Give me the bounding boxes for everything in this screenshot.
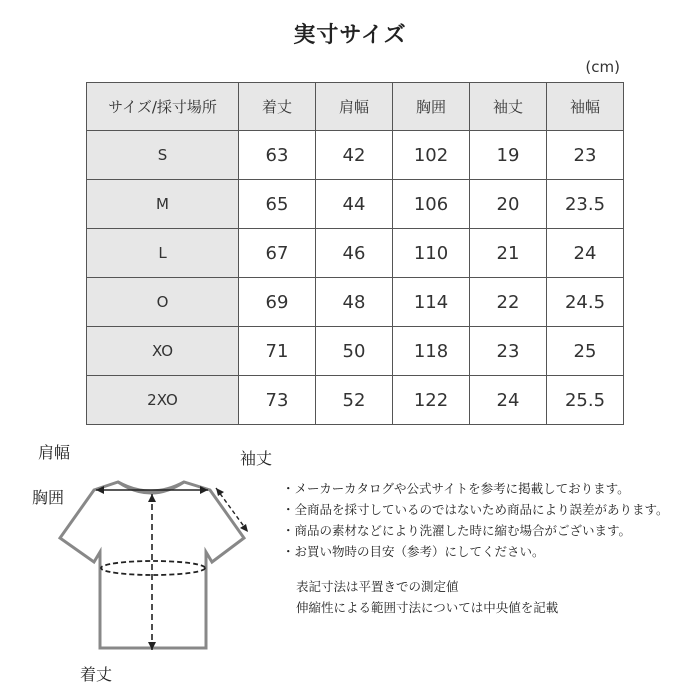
tshirt-diagram	[30, 440, 280, 660]
table-cell: 23.5	[547, 180, 624, 229]
table-cell: 25.5	[547, 376, 624, 425]
table-row	[87, 180, 624, 229]
table-cell: 48	[316, 278, 393, 327]
length-label: 着丈	[80, 665, 113, 684]
notes-block	[282, 478, 669, 562]
table-cell: 25	[547, 327, 624, 376]
table-cell: 63	[239, 131, 316, 180]
table-cell: 52	[316, 376, 393, 425]
table-row	[87, 327, 624, 376]
note-line: 表記寸法は平置きでの測定値	[296, 579, 459, 594]
table-cell: 67	[239, 229, 316, 278]
header-sleeve-width: 袖幅	[547, 83, 624, 131]
shoulder-label: 肩幅	[38, 443, 71, 462]
table-cell: 106	[393, 180, 470, 229]
note-line: ・商品の素材などにより洗濯した時に縮む場合がございます。	[282, 523, 632, 538]
table-cell: 24	[470, 376, 547, 425]
page-title: 実寸サイズ	[293, 23, 407, 48]
sleeve-arrow-head-bottom	[240, 524, 248, 532]
table-cell: 118	[393, 327, 470, 376]
table-cell: 50	[316, 327, 393, 376]
header-chest: 胸囲	[393, 83, 470, 131]
table-cell: 114	[393, 278, 470, 327]
table-cell: 19	[470, 131, 547, 180]
table-row	[87, 376, 624, 425]
note-line: ・全商品を採寸しているのではないため商品により誤差があります。	[282, 502, 669, 517]
size-label: 2XO	[87, 376, 239, 425]
note-line: 伸縮性による範囲寸法については中央値を記載	[296, 600, 559, 615]
sleeve-arrow-head-top	[216, 488, 224, 496]
size-label: M	[87, 180, 239, 229]
header-sleeve-length: 袖丈	[470, 83, 547, 131]
table-cell: 21	[470, 229, 547, 278]
table-cell: 22	[470, 278, 547, 327]
header-length: 着丈	[239, 83, 316, 131]
table-cell: 69	[239, 278, 316, 327]
measurement-notes	[296, 576, 558, 618]
table-cell: 122	[393, 376, 470, 425]
table-header-row	[87, 83, 624, 131]
table-cell: 23	[547, 131, 624, 180]
size-label: S	[87, 131, 239, 180]
table-cell: 20	[470, 180, 547, 229]
size-label: L	[87, 229, 239, 278]
header-shoulder: 肩幅	[316, 83, 393, 131]
header-size: サイズ/採寸場所	[87, 83, 239, 131]
table-cell: 71	[239, 327, 316, 376]
unit-label: (cm)	[585, 58, 620, 76]
size-label: XO	[87, 327, 239, 376]
table-cell: 102	[393, 131, 470, 180]
table-cell: 24.5	[547, 278, 624, 327]
table-row	[87, 131, 624, 180]
note-line: ・メーカーカタログや公式サイトを参考に掲載しております。	[282, 481, 630, 496]
table-cell: 110	[393, 229, 470, 278]
table-cell: 65	[239, 180, 316, 229]
size-table	[86, 82, 624, 425]
chest-label: 胸囲	[32, 488, 65, 507]
table-row	[87, 278, 624, 327]
size-label: O	[87, 278, 239, 327]
table-cell: 46	[316, 229, 393, 278]
sleeve-length-label: 袖丈	[240, 449, 273, 468]
table-cell: 44	[316, 180, 393, 229]
table-cell: 42	[316, 131, 393, 180]
table-cell: 23	[470, 327, 547, 376]
table-row	[87, 229, 624, 278]
table-cell: 24	[547, 229, 624, 278]
note-line: ・お買い物時の目安（参考）にしてください。	[282, 544, 545, 559]
table-cell: 73	[239, 376, 316, 425]
